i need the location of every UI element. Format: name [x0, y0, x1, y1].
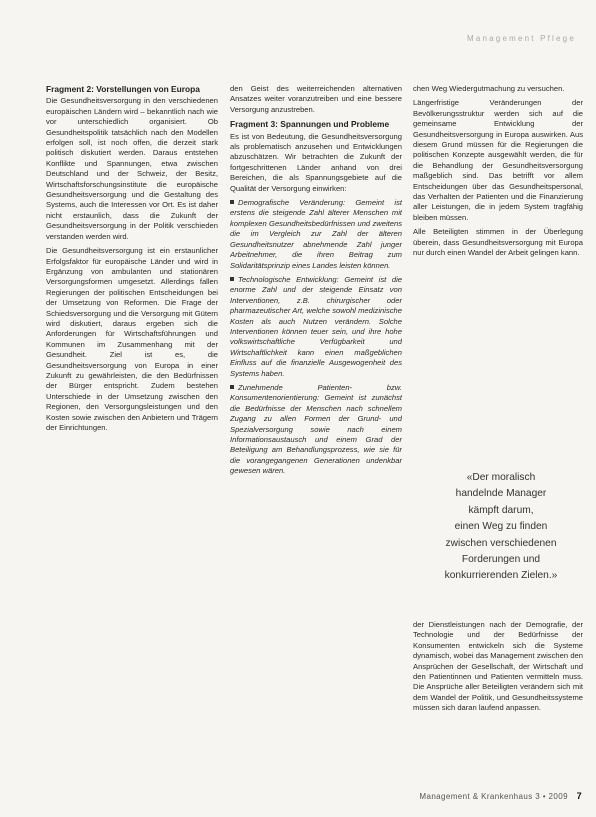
quote-line: konkurrierenden Zielen.» — [444, 570, 558, 582]
paragraph: chen Weg Wiedergutmachung zu versuchen. — [413, 84, 565, 93]
column-3 — [413, 84, 583, 460]
column-3-continued — [413, 620, 583, 770]
section-heading: Fragment 2: Vorstellungen von Europa — [46, 84, 200, 94]
paragraph: der Dienstleistungen nach der Demografie, der Technologie und der Bedürfnisse der Konsumenten entwickeln sich die Systeme dynamisch, wobei das Management zwischen den Ansprüchen der Gesellschaft, der Wirtschaft und den Patientinnen und Patienten vermitteln muss. Die Ansprüche aller Beteiligten verändern sich mit dem Wandel der Politik, und Gesundheitssysteme müssen sich daran laufend anpassen. — [413, 620, 583, 713]
bullet-item: Technologische Entwicklung: Gemeint ist die enorme Zahl und der steigende Einsatz von Interventionen, z.B. chirurgischer oder pharmazeutischer Art, welche sowohl medizinische Kosten als auch Nutzen verändern. Solche Interventionen können teuer sein, und ihre hohe volkswirtschaftliche Verfügbarkeit und Wirtschaftlichkeit kann einen maßgeblichen Einfluss auf die finanzielle Ausgewogenheit des Systems haben. — [230, 274, 402, 378]
paragraph: Es ist von Bedeutung, die Gesundheitsversorgung als problematisch anzusehen und Entwicklungen abzuschätzen. Wir betrachten die Zukunft der fortgeschrittenen Länder anhand von drei Bereichen, die als Spannungsgebiete auf die Qualität der Versorgung einwirken: — [230, 131, 402, 193]
paragraph: Alle Beteiligten stimmen in der Überlegung überein, dass Gesundheitsversorgung mit Europa nur durch einen Wandel der Arbeit gelingen kann. — [413, 227, 583, 258]
bullet-item: Zunehmende Patienten- bzw. Konsumentenorientierung: Gemeint ist zunächst die Bedürfnisse der Menschen nach schnellem Zugang zu allen Formen der Grund- und Spezialversorgung sowie nach einem Informationsaustausch und einem Grad der Beteiligung am Behandlungsprozess, wie sie für die vorangegangenen Generationen undenkbar gewesen wären. — [230, 382, 402, 476]
quote-line: Forderungen und — [461, 554, 541, 566]
section-kicker: Management Pflege — [466, 34, 576, 43]
column-2 — [230, 84, 402, 806]
quote-line: «Der moralisch — [466, 472, 536, 483]
quote-line: handelnde Manager — [455, 488, 547, 500]
publication-name: Management & Krankenhaus — [419, 792, 533, 801]
pull-quote — [418, 470, 584, 585]
column-1 — [46, 84, 218, 804]
bullet-square-icon — [230, 200, 234, 204]
section-heading: Fragment 3: Spannungen und Probleme — [230, 119, 390, 130]
page-number: 7 — [576, 791, 582, 801]
paragraph: Längerfristige Veränderungen der Bevölkerungsstruktur werden sich auf die gemeinsame Entwicklung der Gesundheitsversorgung in Europa auswirken. Aus diesem Grund müssen für die Regierungen die politischen Konzepte ausgewählt werden, die für die Behandlung der Gesundheitsversorgung maßgeblich sind. Das betrifft vor allem Entscheidungen über das Gesundheitspersonal, das Verhalten der Patienten und die Finanzierung aller Leistungen, die in jedem System tragfähig bleiben müssen. — [413, 98, 583, 222]
paragraph: Die Gesundheitsversorgung ist ein erstaunlicher Erfolgsfaktor für europäische Länder und wird in Ergänzung von ambulanten und stationären Versorgungsformen umgesetzt. Allerdings fallen Regierungen der politischen Entscheidungen bei der Umsetzung von Reformen. Die Frage der Schiedsversorgung und die Versorgung mit Gütern wird diskutiert, daraus ergeben sich die Anforderungen für Wirtschaftsführungen und Kommunen im Zusammenhang mit der Gesundheit. Ziel ist es, die Gesundheitsversorgung von Europa in einer Zukunft zu gewährleisten, die den Bedürfnissen der Bürger entspricht. Zudem bestehen Unterschiede in der Umsetzung zwischen den Regionen, den Versorgungsleistungen und den Kosten sowie zwischen den Anbietern und Trägern der Einrichtungen. — [46, 246, 218, 432]
bullet-square-icon — [230, 277, 234, 281]
paragraph: den Geist des weiterreichenden alternativen Ansatzes weiter voranzutreiben und eine bessere Versorgung anzustreben. — [230, 84, 402, 114]
bullet-square-icon — [230, 385, 234, 389]
quote-line: kämpft darum, — [468, 504, 534, 516]
paragraph: Die Gesundheitsversorgung in den verschiedenen europäischen Ländern wird – bekanntlich nach wie vor unterschiedlich organisiert. Ob Gesundheitspolitik tatsächlich nach den Modellen erfolgen soll, ist noch offen, die derzeit stark politisch diskutiert werden. Daraus entstehen Konflikte und Spannungen, etwa zwischen Deutschland und der Schweiz, der Besitz, Wirtschaftsforschungsinstitute die europäische Gesundheitsversorgung und die Gestaltung des Systems, auch die Interessen vor Ort. Es ist daher nicht erstaunlich, dass die Zukunft der Gesundheitsversorgung in der Politik verschieden verstanden werden wird. — [46, 96, 218, 241]
page-footer — [419, 791, 582, 801]
bullet-item: Demografische Veränderung: Gemeint ist erstens die steigende Zahl älterer Menschen mit komplexen Gesundheitsbedürfnissen und zweitens die im Vergleich zur Zahl der älteren Gesundheitsnutzer abnehmende Zahl junger Arbeitnehmer, die ihren Beitrag zum Solidaritätsprinzip eines Landes leisten können. — [230, 198, 402, 270]
quote-line: zwischen verschiedenen — [445, 537, 557, 549]
issue-number: 3 • 2009 — [535, 792, 568, 801]
quote-line: einen Weg zu finden — [454, 521, 548, 533]
